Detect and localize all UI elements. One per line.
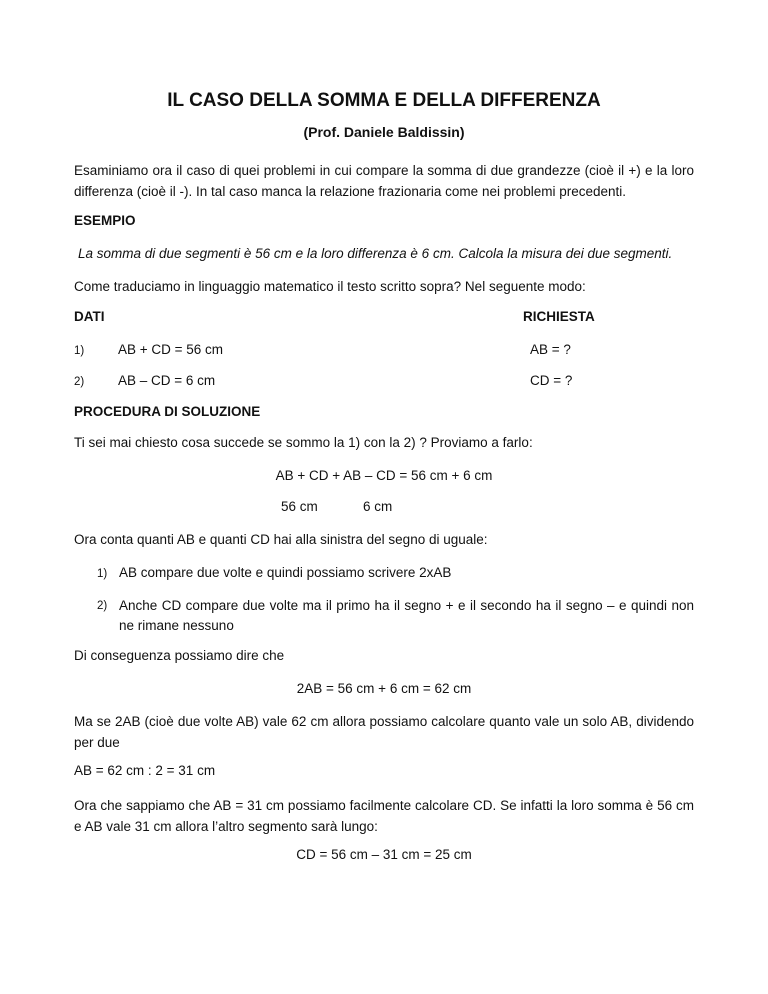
equation-ab: AB = 62 cm : 2 = 31 cm: [74, 763, 216, 778]
example-text: La somma di due segmenti è 56 cm e la loro differenza è 6 cm. Calcola la misura dei due segmenti.: [78, 246, 673, 261]
data-row-asked: CD = ?: [530, 373, 573, 388]
data-row-asked: AB = ?: [530, 342, 571, 357]
author-line: (Prof. Daniele Baldissin): [303, 124, 465, 140]
sum-label-right: 6 cm: [363, 499, 393, 514]
data-row-number: 1): [74, 345, 85, 357]
procedure-heading: PROCEDURA DI SOLUZIONE: [74, 404, 261, 419]
page-title: IL CASO DELLA SOMMA E DELLA DIFFERENZA: [167, 90, 601, 111]
step-number: 2): [97, 600, 108, 612]
equation-cd: CD = 56 cm – 31 cm = 25 cm: [296, 847, 472, 862]
data-row-number: 2): [74, 376, 85, 388]
step-text: AB compare due volte e quindi possiamo scrivere 2xAB: [119, 565, 452, 580]
intro-paragraph: Esaminiamo ora il caso di quei problemi in cui compare la somma di due grandezze (cioè il +) e la loro differenza (cioè il -). In tal caso manca la relazione frazionaria come nei problemi precedenti.: [74, 163, 694, 199]
consequence-text: Di conseguenza possiamo dire che: [74, 648, 285, 663]
request-heading: RICHIESTA: [523, 309, 595, 324]
cd-paragraph: Ora che sappiamo che AB = 31 cm possiamo facilmente calcolare CD. Se infatti la loro somma è 56 cm e AB vale 31 cm allora l’altro segmento sarà lungo:: [74, 798, 694, 834]
data-row-given: AB + CD = 56 cm: [118, 342, 224, 357]
translate-question: Come traduciamo in linguaggio matematico il testo scritto sopra? Nel seguente modo:: [74, 279, 586, 294]
step-text: Anche CD compare due volte ma il primo ha il segno + e il secondo ha il segno – e quindi non ne rimane nessuno: [119, 598, 694, 633]
data-heading: DATI: [74, 309, 105, 324]
sum-label-left: 56 cm: [281, 499, 318, 514]
procedure-question: Ti sei mai chiesto cosa succede se sommo la 1) con la 2) ? Proviamo a farlo:: [74, 435, 533, 450]
data-row-given: AB – CD = 6 cm: [118, 373, 216, 388]
divide-paragraph: Ma se 2AB (cioè due volte AB) vale 62 cm allora possiamo calcolare quanto vale un solo AB, dividendo per due: [74, 714, 694, 750]
step-number: 1): [97, 568, 108, 580]
count-instruction: Ora conta quanti AB e quanti CD hai alla sinistra del segno di uguale:: [74, 532, 488, 547]
example-heading: ESEMPIO: [74, 213, 136, 228]
equation-sum: AB + CD + AB – CD = 56 cm + 6 cm: [275, 468, 493, 483]
equation-2ab: 2AB = 56 cm + 6 cm = 62 cm: [296, 681, 472, 696]
